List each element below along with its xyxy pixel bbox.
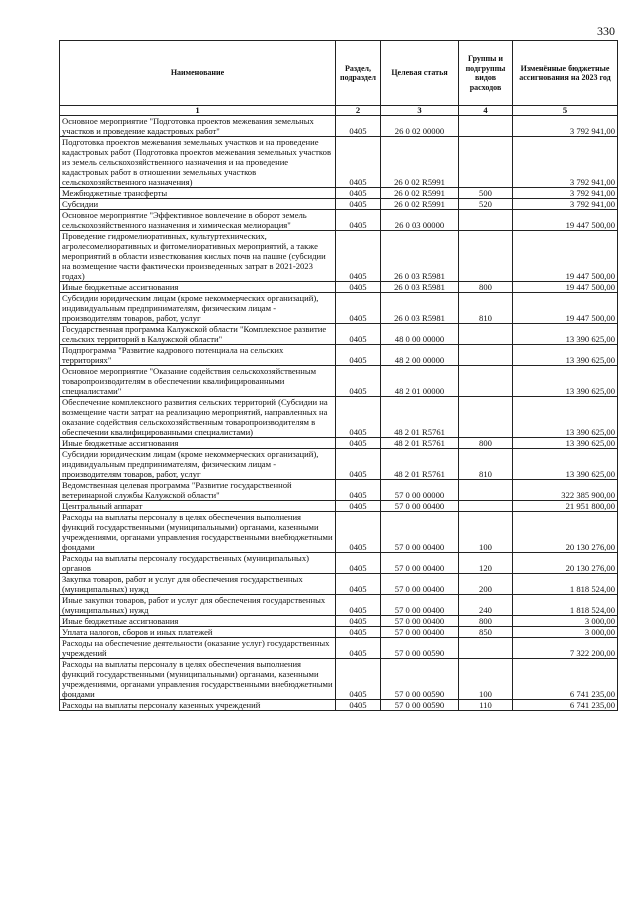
row-section: 0405 xyxy=(336,188,381,199)
row-section: 0405 xyxy=(336,449,381,480)
column-number: 4 xyxy=(459,106,513,116)
row-target: 57 0 00 00590 xyxy=(381,700,459,711)
row-group: 200 xyxy=(459,574,513,595)
row-section: 0405 xyxy=(336,638,381,659)
table-row xyxy=(60,210,618,231)
row-group xyxy=(459,137,513,188)
row-target: 26 0 03 00000 xyxy=(381,210,459,231)
table-header-row xyxy=(60,41,618,106)
row-amount: 13 390 625,00 xyxy=(513,345,618,366)
row-target: 57 0 00 00400 xyxy=(381,512,459,553)
row-name: Расходы на выплаты персоналу казенных учреждений xyxy=(60,700,336,711)
row-group: 800 xyxy=(459,616,513,627)
page-number: 330 xyxy=(597,24,615,38)
row-group: 810 xyxy=(459,293,513,324)
row-name: Субсидии юридическим лицам (кроме некоммерческих организаций), индивидуальным предпринимателям, физическим лицам - производителям товаров, работ, услуг xyxy=(60,449,336,480)
row-group xyxy=(459,638,513,659)
row-amount: 21 951 800,00 xyxy=(513,501,618,512)
row-amount: 3 792 941,00 xyxy=(513,137,618,188)
budget-table xyxy=(59,40,618,711)
row-target: 57 0 00 00400 xyxy=(381,574,459,595)
table-row xyxy=(60,293,618,324)
column-number: 5 xyxy=(513,106,618,116)
header-target: Целевая статья xyxy=(381,41,459,106)
row-name: Иные закупки товаров, работ и услуг для обеспечения государственных (муниципальных) нужд xyxy=(60,595,336,616)
row-target: 48 2 01 R5761 xyxy=(381,449,459,480)
row-group xyxy=(459,480,513,501)
row-group: 240 xyxy=(459,595,513,616)
row-amount: 19 447 500,00 xyxy=(513,282,618,293)
row-section: 0405 xyxy=(336,501,381,512)
table-row xyxy=(60,116,618,137)
table-row xyxy=(60,700,618,711)
row-amount: 13 390 625,00 xyxy=(513,324,618,345)
row-section: 0405 xyxy=(336,553,381,574)
row-group xyxy=(459,210,513,231)
row-target: 57 0 00 00400 xyxy=(381,616,459,627)
row-target: 26 0 03 R5981 xyxy=(381,293,459,324)
row-group: 800 xyxy=(459,282,513,293)
row-target: 48 2 01 R5761 xyxy=(381,397,459,438)
row-section: 0405 xyxy=(336,137,381,188)
row-amount: 20 130 276,00 xyxy=(513,512,618,553)
row-name: Расходы на обеспечение деятельности (оказание услуг) государственных учреждений xyxy=(60,638,336,659)
row-group xyxy=(459,345,513,366)
row-amount: 6 741 235,00 xyxy=(513,659,618,700)
row-section: 0405 xyxy=(336,512,381,553)
row-amount: 6 741 235,00 xyxy=(513,700,618,711)
row-section: 0405 xyxy=(336,345,381,366)
row-section: 0405 xyxy=(336,627,381,638)
row-section: 0405 xyxy=(336,210,381,231)
row-target: 26 0 02 R5991 xyxy=(381,188,459,199)
row-section: 0405 xyxy=(336,366,381,397)
table-row xyxy=(60,501,618,512)
row-amount: 3 792 941,00 xyxy=(513,199,618,210)
row-section: 0405 xyxy=(336,616,381,627)
row-target: 57 0 00 00590 xyxy=(381,638,459,659)
row-group xyxy=(459,397,513,438)
row-name: Подготовка проектов межевания земельных участков и на проведение кадастровых работ (Подготовка проектов межевания земельных участков из земель сельскохозяйственного назначения и на проведение кадастровых работ в отношении земельных участков сельскохозяйственного назначения) xyxy=(60,137,336,188)
row-amount: 13 390 625,00 xyxy=(513,438,618,449)
row-amount: 3 000,00 xyxy=(513,616,618,627)
row-group xyxy=(459,501,513,512)
row-group: 120 xyxy=(459,553,513,574)
row-amount: 3 792 941,00 xyxy=(513,188,618,199)
row-amount: 3 000,00 xyxy=(513,627,618,638)
header-name: Наименование xyxy=(60,41,336,106)
row-name: Основное мероприятие "Эффективное вовлечение в оборот земель сельскохозяйственного назначения и химическая мелиорация" xyxy=(60,210,336,231)
row-section: 0405 xyxy=(336,282,381,293)
table-row xyxy=(60,574,618,595)
table-row xyxy=(60,449,618,480)
row-name: Государственная программа Калужской области "Комплексное развитие сельских территорий в Калужской области" xyxy=(60,324,336,345)
row-section: 0405 xyxy=(336,231,381,282)
row-group: 100 xyxy=(459,659,513,700)
row-amount: 7 322 200,00 xyxy=(513,638,618,659)
row-target: 48 2 01 00000 xyxy=(381,366,459,397)
header-groups: Группы и подгруппы видов расходов xyxy=(459,41,513,106)
row-group: 520 xyxy=(459,199,513,210)
row-target: 57 0 00 00400 xyxy=(381,627,459,638)
row-group xyxy=(459,324,513,345)
row-section: 0405 xyxy=(336,397,381,438)
table-row xyxy=(60,397,618,438)
row-amount: 19 447 500,00 xyxy=(513,293,618,324)
table-body xyxy=(60,116,618,711)
row-name: Центральный аппарат xyxy=(60,501,336,512)
row-amount: 19 447 500,00 xyxy=(513,231,618,282)
row-amount: 322 385 900,00 xyxy=(513,480,618,501)
table-row xyxy=(60,231,618,282)
row-group xyxy=(459,366,513,397)
table-row xyxy=(60,199,618,210)
row-name: Иные бюджетные ассигнования xyxy=(60,616,336,627)
row-target: 26 0 03 R5981 xyxy=(381,282,459,293)
row-amount: 13 390 625,00 xyxy=(513,397,618,438)
row-target: 57 0 00 00000 xyxy=(381,480,459,501)
row-group xyxy=(459,116,513,137)
table-row xyxy=(60,512,618,553)
table-row xyxy=(60,480,618,501)
row-name: Уплата налогов, сборов и иных платежей xyxy=(60,627,336,638)
row-amount: 20 130 276,00 xyxy=(513,553,618,574)
row-amount: 3 792 941,00 xyxy=(513,116,618,137)
row-group xyxy=(459,231,513,282)
header-amount: Изменённые бюджетные ассигнования на 2023 год xyxy=(513,41,618,106)
row-name: Межбюджетные трансферты xyxy=(60,188,336,199)
row-group: 100 xyxy=(459,512,513,553)
header-section: Раздел, подраздел xyxy=(336,41,381,106)
row-group: 110 xyxy=(459,700,513,711)
table-row xyxy=(60,595,618,616)
row-group: 810 xyxy=(459,449,513,480)
table-row xyxy=(60,345,618,366)
row-target: 26 0 02 R5991 xyxy=(381,137,459,188)
table-row xyxy=(60,282,618,293)
row-amount: 1 818 524,00 xyxy=(513,574,618,595)
row-section: 0405 xyxy=(336,199,381,210)
row-name: Закупка товаров, работ и услуг для обеспечения государственных (муниципальных) нужд xyxy=(60,574,336,595)
table-row xyxy=(60,638,618,659)
row-name: Ведомственная целевая программа "Развитие государственной ветеринарной службы Калужской области" xyxy=(60,480,336,501)
row-name: Иные бюджетные ассигнования xyxy=(60,282,336,293)
row-target: 57 0 00 00400 xyxy=(381,595,459,616)
row-name: Основное мероприятие "Подготовка проектов межевания земельных участков и проведение кадастровых работ" xyxy=(60,116,336,137)
column-number: 3 xyxy=(381,106,459,116)
table-row xyxy=(60,188,618,199)
row-target: 48 2 01 R5761 xyxy=(381,438,459,449)
row-group: 850 xyxy=(459,627,513,638)
row-target: 57 0 00 00400 xyxy=(381,553,459,574)
row-section: 0405 xyxy=(336,116,381,137)
row-section: 0405 xyxy=(336,659,381,700)
row-name: Иные бюджетные ассигнования xyxy=(60,438,336,449)
table-row xyxy=(60,616,618,627)
row-name: Субсидии xyxy=(60,199,336,210)
row-group: 500 xyxy=(459,188,513,199)
column-number-row xyxy=(60,106,618,116)
row-target: 26 0 02 00000 xyxy=(381,116,459,137)
table-row xyxy=(60,659,618,700)
row-section: 0405 xyxy=(336,324,381,345)
row-target: 57 0 00 00590 xyxy=(381,659,459,700)
row-name: Проведение гидромелиоративных, культуртехнических, агролесомелиоративных и фитомелиоративных мероприятий, а также мероприятий в области известкования кислых почв на пашне (субсидии на возмещение части фактически произведенных затрат в 2021-2023 годах) xyxy=(60,231,336,282)
row-section: 0405 xyxy=(336,595,381,616)
table-row xyxy=(60,553,618,574)
column-number: 1 xyxy=(60,106,336,116)
row-amount: 13 390 625,00 xyxy=(513,366,618,397)
table-row xyxy=(60,324,618,345)
row-name: Расходы на выплаты персоналу государственных (муниципальных) органов xyxy=(60,553,336,574)
table-row xyxy=(60,137,618,188)
row-name: Субсидии юридическим лицам (кроме некоммерческих организаций), индивидуальным предпринимателям, физическим лицам - производителям товаров, работ, услуг xyxy=(60,293,336,324)
row-amount: 19 447 500,00 xyxy=(513,210,618,231)
row-target: 48 0 00 00000 xyxy=(381,324,459,345)
row-target: 26 0 02 R5991 xyxy=(381,199,459,210)
table-row xyxy=(60,366,618,397)
row-name: Основное мероприятие "Оказание содействия сельскохозяйственным товаропроизводителям в обеспечении квалифицированными специалистами" xyxy=(60,366,336,397)
row-target: 57 0 00 00400 xyxy=(381,501,459,512)
row-target: 26 0 03 R5981 xyxy=(381,231,459,282)
table-row xyxy=(60,438,618,449)
row-section: 0405 xyxy=(336,480,381,501)
row-amount: 1 818 524,00 xyxy=(513,595,618,616)
row-section: 0405 xyxy=(336,574,381,595)
row-group: 800 xyxy=(459,438,513,449)
row-name: Расходы на выплаты персоналу в целях обеспечения выполнения функций государственными (муниципальными) органами, казенными учреждениями, органами управления государственными внебюджетными фондами xyxy=(60,512,336,553)
row-amount: 13 390 625,00 xyxy=(513,449,618,480)
table-row xyxy=(60,627,618,638)
row-section: 0405 xyxy=(336,438,381,449)
row-name: Подпрограмма "Развитие кадрового потенциала на сельских территориях" xyxy=(60,345,336,366)
row-section: 0405 xyxy=(336,700,381,711)
row-section: 0405 xyxy=(336,293,381,324)
column-number: 2 xyxy=(336,106,381,116)
row-target: 48 2 00 00000 xyxy=(381,345,459,366)
row-name: Обеспечение комплексного развития сельских территорий (Субсидии на возмещение части затрат на реализацию мероприятий, направленных на оказание содействия сельскохозяйственным товаропроизводителям в обеспечении квалифицированными специалистами) xyxy=(60,397,336,438)
row-name: Расходы на выплаты персоналу в целях обеспечения выполнения функций государственными (муниципальными) органами, казенными учреждениями, органами управления государственными внебюджетными фондами xyxy=(60,659,336,700)
